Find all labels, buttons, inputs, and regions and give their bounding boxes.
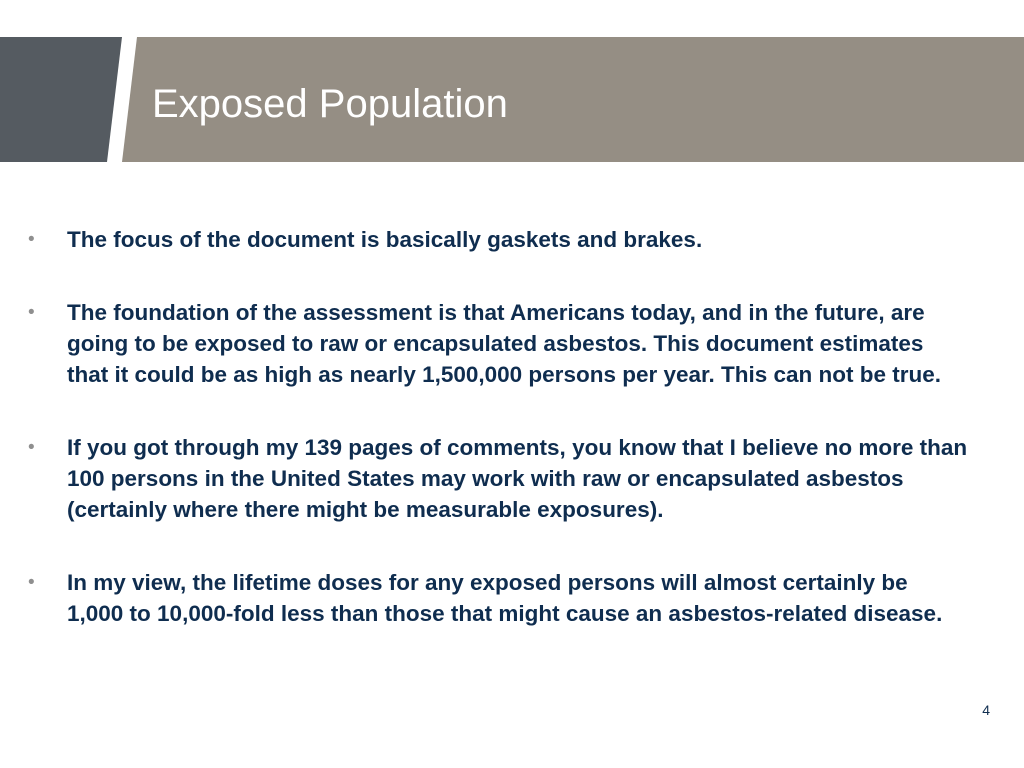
page-number: 4 xyxy=(982,702,990,718)
bullet-icon: • xyxy=(28,302,35,323)
bullet-text: If you got through my 139 pages of comments, you know that I believe no more than 100 persons in the United States may work with raw or encapsulated asbestos (certainly where there might be measurable exposures). xyxy=(67,435,968,522)
bullet-list xyxy=(28,224,968,671)
bullet-text: The focus of the document is basically gaskets and brakes. xyxy=(67,227,703,252)
bullet-icon: • xyxy=(28,572,35,593)
bullet-item xyxy=(28,224,968,255)
bullet-item xyxy=(28,297,968,390)
bullet-icon: • xyxy=(28,229,35,250)
slide-title: Exposed Population xyxy=(152,82,508,126)
bullet-text: In my view, the lifetime doses for any exposed persons will almost certainly be 1,000 to 10,000-fold less than those that might cause an asbestos-related disease. xyxy=(67,570,943,626)
bullet-icon: • xyxy=(28,437,35,458)
banner-dark-block xyxy=(0,37,122,162)
bullet-text: The foundation of the assessment is that Americans today, and in the future, are going to be exposed to raw or encapsulated asbestos. This document estimates that it could be as high as nearly 1,500,000 persons per year. This can not be true. xyxy=(67,300,942,387)
bullet-item xyxy=(28,567,968,629)
bullet-item xyxy=(28,432,968,525)
